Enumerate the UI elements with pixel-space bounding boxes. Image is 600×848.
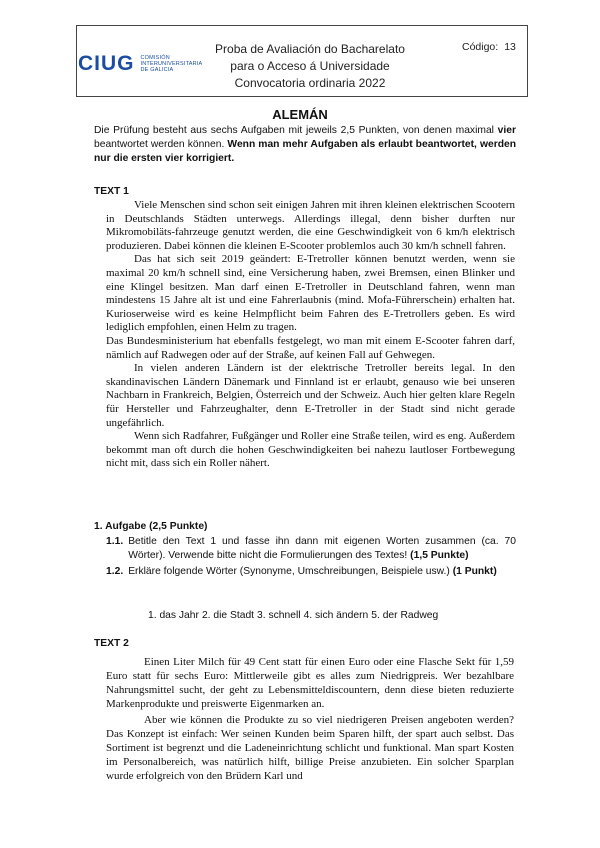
text2-label: TEXT 2 — [94, 638, 129, 649]
text1-label: TEXT 1 — [94, 186, 129, 197]
ciug-logo — [78, 52, 202, 76]
logo-mark: CIUG — [78, 52, 135, 75]
paragraph: Aber wie können die Produkte zu so viel niedrigeren Preisen angeboten werden? Das Konzept ist einfach: Wer seinen Kunden beim Sparen hilft, der spart auch selbst. Das Sortiment ist begrenzt und die Ladeneinrichtung schlicht und funktional. Man spart Kosten im Personalbereich, was natürlich hilft, billige Preise anzubieten. Ein solcher Sparplan wurde erfolgreich von den Brüdern Karl und — [106, 714, 514, 782]
task-item: 1.1. Betitle den Text 1 und fasse ihn dann mit eigenen Worten zusammen (ca. 70 Wörter). Verwende bitte nicht die Formulierungen des Textes! (1,5 Punkte) — [106, 536, 516, 561]
task1-title: 1. Aufgabe (2,5 Punkte) — [94, 521, 208, 532]
text1-body — [106, 199, 515, 471]
paragraph: Das Bundesministerium hat ebenfalls festgelegt, wo man mit einem E-Scooter fahren darf, nämlich auf Radwegen oder auf der Straße, auf keinen Fall auf Gehwegen. — [106, 334, 515, 361]
paragraph: In vielen anderen Ländern ist der elektrische Tretroller bereits legal. In den skandinavischen Ländern Dänemark und Finnland ist er erlaubt, genauso wie bei unseren Nachbarn in Frankreich, Belgien, Österreich und der Schweiz. Auch hier gelten klare Regeln für Hersteller und Fahrzeughalter, denn E-Tretroller in der Stadt sind nicht gerade ungefährlich. — [106, 362, 515, 429]
instructions: Die Prüfung besteht aus sechs Aufgaben mit jeweils 2,5 Punkten, von denen maximal vier beantwortet werden können. Wenn man mehr Aufgaben als erlaubt beantwortet, werden nur die ersten vier korrigiert. — [94, 125, 517, 164]
text2-body — [106, 655, 514, 783]
subject-title: ALEMÁN — [272, 107, 328, 122]
paragraph: Das hat sich seit 2019 geändert: E-Tretroller können benutzt werden, wenn sie maximal 20 km/h schnell sind, eine Versicherung haben, zwei Bremsen, einen Blinker und eine Klingel besitzen. Man darf einen E-Tretroller in Deutschland fahren, wenn man mindestens 15 Jahre alt ist und eine Fahrerlaubnis (mind. Mofa-Führerschein) erhalten hat. Kurioserweise wird es keine Helmpflicht beim Fahren des E-Tretrollers geben. Es wird lediglich empfohlen, einen Helm zu tragen. — [106, 253, 515, 334]
paragraph: Viele Menschen sind schon seit einigen Jahren mit ihren kleinen elektrischen Scootern in Deutschlands Städten unterwegs. Allerdings illegal, denn bisher durften nur Mikromobiläts-fahrzeuge genutzt werden, die eine Geschwindigkeit von 6 km/h elektrisch produzieren. Dabei können die kleinen E-Scooter problemlos auch 30 km/h schnell fahren. — [106, 199, 515, 252]
logo-subtitle: COMISIÓN INTERUNIVERSITARIA DE GALICIA — [140, 55, 203, 73]
exam-code: Código: 13 — [462, 41, 516, 53]
paragraph: Einen Liter Milch für 49 Cent statt für einen Euro oder eine Flasche Sekt für 1,59 Euro statt für sechs Euro: Mittlerweile gibt es alles zum Niedrigpreis. Wer bezahlbare Nahrungsmittel sucht, der geht zu Lebensmitteldiscountern, denn diese bieten reduzierte Markenprodukte und preiswerte Eigenmarken an. — [106, 656, 514, 710]
task-item: 1.2. Erkläre folgende Wörter (Synonyme, Umschreibungen, Beispiele usw.) (1 Punkt) — [106, 566, 497, 577]
exam-title: Proba de Avaliación do Bacharelato para o Acceso á Universidade Convocatoria ordinaria 2022 — [215, 42, 405, 90]
task1-items — [106, 535, 516, 579]
word-list: 1. das Jahr 2. die Stadt 3. schnell 4. sich ändern 5. der Radweg — [148, 610, 439, 621]
paragraph: Wenn sich Radfahrer, Fußgänger und Roller eine Straße teilen, wird es eng. Außerdem bekommt man oft durch die hohen Geschwindigkeiten bei nahezu lautloser Fortbewegung nicht mit, dass sich ein Roller nähert. — [106, 430, 515, 470]
